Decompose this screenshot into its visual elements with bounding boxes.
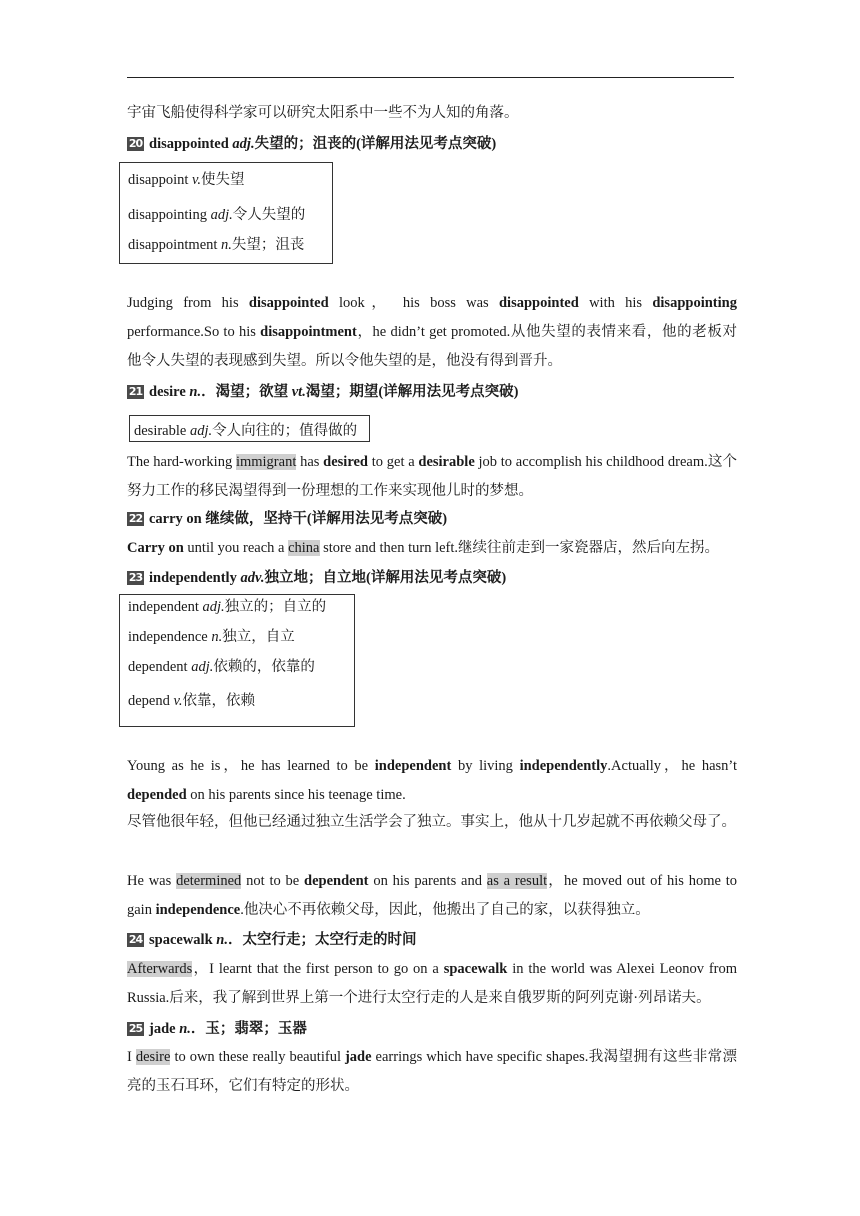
example-sentence-25: I desire to own these really beautiful jade earrings which have specific shapes.我渴望拥有这些非常漂亮的玉石耳环，它们有特定的形状。 — [127, 1049, 737, 1094]
derivatives-box-23 — [119, 594, 355, 727]
derivative-line: depend v.依靠，依赖 — [128, 693, 255, 709]
derivative-line: independent adj.独立的；自立的 — [128, 599, 327, 615]
derivative-line: disappointing adj.令人失望的 — [128, 207, 306, 223]
example-translation-23a: 尽管他很年轻，但他已经通过独立生活学会了独立。事实上，他从十几岁起就不再依赖父母了。 — [127, 814, 736, 830]
entry-header-21: 21 desire n.．渴望；欲望 vt.渴望；期望(详解用法见考点突破) — [128, 384, 519, 400]
entry-header-20 — [127, 134, 496, 154]
entry-header-25: 25 jade n.．玉；翡翠；玉器 — [128, 1021, 307, 1037]
entry-number-badge: 24 — [128, 933, 143, 946]
entry-number-badge: 20 — [128, 137, 143, 150]
derivative-line: dependent adj.依赖的，依靠的 — [128, 659, 315, 675]
derivatives-box-21 — [129, 415, 370, 442]
derivative-line: independence n.独立，自立 — [128, 629, 295, 645]
header-rule — [127, 77, 734, 78]
derivative-line: disappointment n.失望；沮丧 — [128, 237, 305, 253]
example-sentence-22: Carry on until you reach a china store and then turn left.继续往前走到一家瓷器店，然后向左拐。 — [127, 540, 720, 556]
example-sentence-21: The hard-working immigrant has desired to get a desirable job to accomplish his childhood dream.这个努力工作的移民渴望得到一份理想的工作来实现他儿时的梦想。 — [127, 454, 737, 499]
entry-header-22: 22 carry on 继续做，坚持干(详解用法见考点突破) — [128, 511, 448, 527]
example-sentence-23b: He was determined not to be dependent on his parents and as a result，he moved out of his home to gain independence.他决心不再依赖父母，因此，他搬出了自己的家，以获得独立。 — [127, 873, 737, 918]
entry-meaning: 失望的；沮丧的(详解用法见考点突破) — [254, 136, 497, 152]
entry-header-24: 24 spacewalk n.．太空行走；太空行走的时间 — [128, 932, 417, 948]
entry-number-badge: 23 — [128, 571, 143, 584]
entry-number-badge: 22 — [128, 512, 143, 525]
example-sentence-23a: Young as he is，he has learned to be independent by living independently.Actually，he hasn’t depended on his parents since his teenage time. — [127, 758, 738, 803]
entry-number-badge: 21 — [128, 385, 143, 398]
entry-word: disappointed — [149, 136, 229, 152]
derivative-line: disappoint v.使失望 — [128, 172, 245, 188]
entry-header-23: 23 independently adv.独立地；自立地(详解用法见考点突破) — [128, 570, 507, 586]
example-sentence-24: Afterwards，I learnt that the first person to go on a spacewalk in the world was Alexei Leonov from Russia.后来，我了解到世界上第一个进行太空行走的人是来自俄罗斯的阿列克谢·列昂诺夫。 — [127, 961, 738, 1006]
entry-number-badge: 25 — [128, 1022, 143, 1035]
intro-line: 宇宙飞船使得科学家可以研究太阳系中一些不为人知的角落。 — [127, 105, 519, 121]
derivative-line: desirable adj.令人向往的；值得做的 — [134, 423, 358, 439]
derivatives-box-20 — [119, 162, 333, 264]
entry-pos: adj. — [232, 136, 255, 152]
example-sentence-20: Judging from his disappointed look， his boss was disappointed with his disappointing performance.So to his disappointment，he didn’t get promoted.从他失望的表情来看，他的老板对他令人失望的表现感到失望。所以令他失望的是，他没有得到晋升。 — [127, 295, 737, 369]
